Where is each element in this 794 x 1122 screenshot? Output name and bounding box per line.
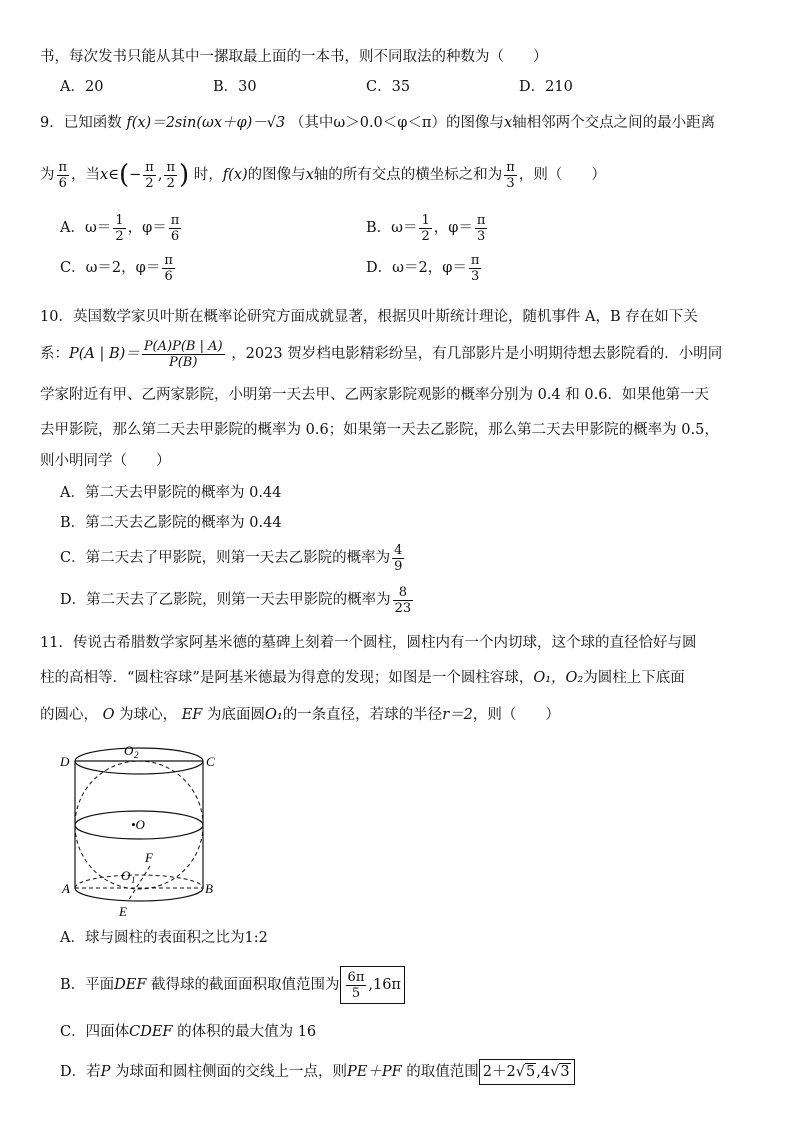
option-text: 平面 [85,977,115,993]
q9-x: x [305,167,314,183]
option-letter: D． [60,592,87,608]
q11-EF: EF [181,707,203,723]
label-O2: O [124,743,134,758]
q11-l3c: 为球心， [119,707,178,723]
phi: ，φ＝ [433,220,473,236]
numerator: 4 [394,542,403,558]
fraction [469,253,482,284]
fraction [143,160,156,191]
sqrt-arg: 5 [526,1064,536,1080]
denominator: 3 [477,228,486,244]
q9-text-2: （其中ω＞0.0＜φ＜π）的图像与 [289,115,504,131]
range-lower: 2＋2 [482,1064,516,1080]
q8-stem-tail: 书，每次发书只能从其中一摞取最上面的一本书，则不同取法的种数为（ ） [40,49,548,65]
numerator: P(A)P(B | A) [143,338,223,354]
option-text: 20 [84,79,104,95]
label-D: D [60,754,70,769]
q9-option-a[interactable] [60,212,183,244]
option-letter: C． [60,550,86,566]
denominator: 2 [145,175,154,191]
numerator: π [170,212,180,228]
denominator: 9 [394,558,403,574]
numerator: 8 [393,585,414,601]
range-bracket [340,966,405,1004]
label-O: •O [131,817,145,832]
q9-stem-line1 [40,113,715,133]
q9-option-b[interactable] [366,212,489,244]
option-letter: C． [366,79,392,95]
denominator: 5 [351,985,361,1001]
q10-stem-line5: 则小明同学（ ） [40,453,171,469]
phi: ，φ＝ [427,260,467,276]
q9-text-3: 轴相邻两个交点之间的最小距离 [512,115,716,131]
option-text: 30 [238,79,257,95]
option-letter: D． [366,260,393,276]
q11-l2c: 为圆柱上下底面 [583,670,685,686]
denominator: 6 [58,175,67,191]
bayes-fraction [142,339,225,370]
denominator: 6 [170,228,180,244]
q9-option-c[interactable] [60,252,177,284]
fraction [419,213,431,244]
numerator: π [506,159,515,175]
q11-O1: O₁ [264,707,283,723]
denominator: 2 [421,228,430,244]
fraction [169,213,182,244]
q9-l2-text: 为 [40,167,55,183]
option-letter: B． [60,515,86,531]
q11-text: 传说古希腊数学家阿基米德的墓碑上刻着一个圆柱，圆柱内有一个内切球，这个球的直径恰好与圆 [72,635,697,651]
option-letter: D． [60,1064,87,1080]
numerator: π [476,212,486,228]
option-text: 球与圆柱的表面积之比为1:2 [84,930,268,946]
option-text-mid: 为球面和圆柱侧面的交线上一点，则 [115,1064,348,1080]
fraction [162,253,175,284]
q8-option-b[interactable] [213,77,257,97]
q10-l2-pre: 系： [40,346,69,362]
q11-stem-line3 [40,705,560,725]
q9-condition: x∈ [100,167,119,183]
q10-option-d[interactable] [60,583,415,617]
point-P: P [100,1064,111,1080]
question-number: 11． [40,635,73,651]
fraction [475,213,488,244]
q10-l2-post: ，2023 贺岁档电影精彩纷呈，有几部影片是小明期待想去影院看的．小明同 [231,346,723,362]
q9-stem-line2: 为 $\frac{\pi}{6}$ ，当x∈(− $\frac{\pi}{2}$ , $\frac{\pi}{2}$ ) 时，f(x)的图像与x轴的所有交点的横坐标之和为 $\frac{\pi}{3}$ ，则（ ） [40,159,606,191]
q11-stem-line1 [40,633,696,653]
q10-stem-line1 [40,307,698,327]
q9-l2-text-d: 的图像与 [247,167,306,183]
q11-l3g: 的一条直径，若球的半径 [282,707,443,723]
label-C: C [206,754,215,769]
range-upper: ,16π [368,977,401,993]
option-text-post: 的取值范围 [406,1064,479,1080]
option-text: 四面体 [85,1024,130,1040]
denominator: P(B) [168,354,198,370]
q10-option-b[interactable] [60,513,282,533]
denominator: 23 [394,600,412,616]
paren-close: ) [178,160,190,190]
numerator: 6π [347,969,365,985]
q11-O: O [102,707,115,723]
fraction [504,160,517,191]
option-text: 210 [545,79,573,95]
q9-fx: f(x) [222,167,248,183]
q10-stem-line2 [40,334,722,374]
phi: ，φ＝ [121,260,161,276]
fraction [57,160,70,191]
q8-option-c[interactable] [366,77,410,97]
q11-l3i: ，则（ ） [472,707,560,723]
fraction [393,585,414,616]
option-letter: C． [60,260,86,276]
tetrahedron-CDEF: CDEF [129,1024,173,1040]
denominator: 2 [115,228,124,244]
label-E: E [119,904,127,919]
q9-l2-text-c: 时， [193,167,223,183]
q11-option-d[interactable] [60,1058,575,1086]
numerator: 1 [115,212,124,228]
q10-stem-line4: 去甲影院，那么第二天去甲影院的概率为 0.6；如果第一天去乙影院，那么第二天去甲影院的概率为 0.5， [40,422,719,438]
omega: ω＝ [391,220,418,236]
bayes-lhs: P(A | B)＝ [69,346,140,362]
denominator: 3 [470,268,480,284]
option-text: 第二天去乙影院的概率为 0.44 [85,515,282,531]
option-letter: B． [60,977,86,993]
option-letter: C． [60,1024,86,1040]
q9-l2-text-b: ，当 [71,167,101,183]
q11-centers: O₁，O₂ [533,670,584,686]
q11-option-c[interactable] [60,1022,316,1042]
phi: ，φ＝ [127,220,167,236]
question-number: 10． [40,309,73,325]
denominator: 3 [506,175,515,191]
sqrt-arg: 3 [560,1064,570,1080]
numerator: π [58,159,68,175]
q11-l2a: 柱的高相等．“圆柱容球”是阿基米德最为得意的发现；如图是一个圆柱容球， [40,670,534,686]
paren-open: ( [118,160,130,190]
option-letter: B． [213,79,239,95]
expr-PE-PF: PE＋PF [347,1064,402,1080]
q9-text: 已知函数 [63,115,122,131]
q9-l2-text-f: ，则（ ） [518,167,606,183]
label-B: B [205,881,213,896]
label-O1-sub: 1 [131,875,136,885]
numerator: π [166,159,175,175]
q11-l3a: 的圆心， [40,707,98,723]
option-text: 第二天去了甲影院，则第一天去乙影院的概率为 [85,550,391,566]
range-bracket: 2＋2√5,4√3 [479,1059,575,1085]
bottom-ellipse-front [75,888,203,901]
denominator: 6 [164,268,173,284]
q10-stem-line3: 学家附近有甲、乙两家影院，小明第一天去甲、乙两家影院观影的概率分别为 0.4 和 0.6．如果他第一天 [40,387,709,403]
fraction [392,543,404,574]
option-text: 第二天去甲影院的概率为 0.44 [84,485,282,501]
option-letter: B． [366,220,392,236]
omega: ω＝2 [85,260,122,276]
numerator: 1 [421,212,430,228]
numerator: π [164,252,173,268]
label-O1: O [121,868,131,883]
q10-option-a[interactable] [60,483,281,503]
option-letter: A． [60,79,85,95]
q11-stem-line2 [40,668,685,688]
label-A: A [62,881,70,896]
fraction [346,970,367,1001]
q11-l3e: 为底面圆 [206,707,265,723]
q11-option-b[interactable] [60,965,405,1005]
range-sep: ,4 [536,1064,551,1080]
option-letter: A． [60,485,85,501]
option-text: 35 [391,79,411,95]
option-text: 第二天去了乙影院，则第一天去甲影院的概率为 [86,592,391,608]
q11-option-a[interactable] [60,928,268,948]
option-text-post: 的体积的最大值为 16 [177,1024,317,1040]
question-number: 9． [40,115,64,131]
q10-option-c[interactable] [60,541,406,575]
fraction [113,213,125,244]
q9-l2-text-e: 轴的所有交点的横坐标之和为 [313,167,503,183]
q9-function: f(x)＝2sin(ωx＋φ)－√3 [126,115,286,131]
q8-option-a[interactable] [60,77,103,97]
q9-option-d[interactable] [366,252,483,284]
q10-text: 英国数学家贝叶斯在概率论研究方面成就显著，根据贝叶斯统计理论，随机事件 A，B 存在如下关 [72,309,698,325]
numerator: π [145,159,154,175]
plane-DEF: DEF [114,977,147,993]
denominator: 2 [166,175,175,191]
omega: ω＝2 [392,260,428,276]
label-F: F [145,850,153,865]
numerator: π [470,252,480,268]
q11-r: r＝2 [442,707,473,723]
q9-xvar: x [503,115,513,131]
cylinder-sphere-figure [58,738,218,920]
option-letter: A． [60,220,85,236]
fraction [164,160,177,191]
option-text-mid: 截得球的截面面积取值范围为 [151,977,340,993]
option-text: 若 [86,1064,101,1080]
omega: ω＝ [84,220,112,236]
option-letter: D． [519,79,546,95]
option-letter: A． [60,930,85,946]
q8-option-d[interactable] [519,77,573,97]
label-O2-sub: 2 [134,750,139,760]
bottom-ellipse-back [75,875,203,888]
